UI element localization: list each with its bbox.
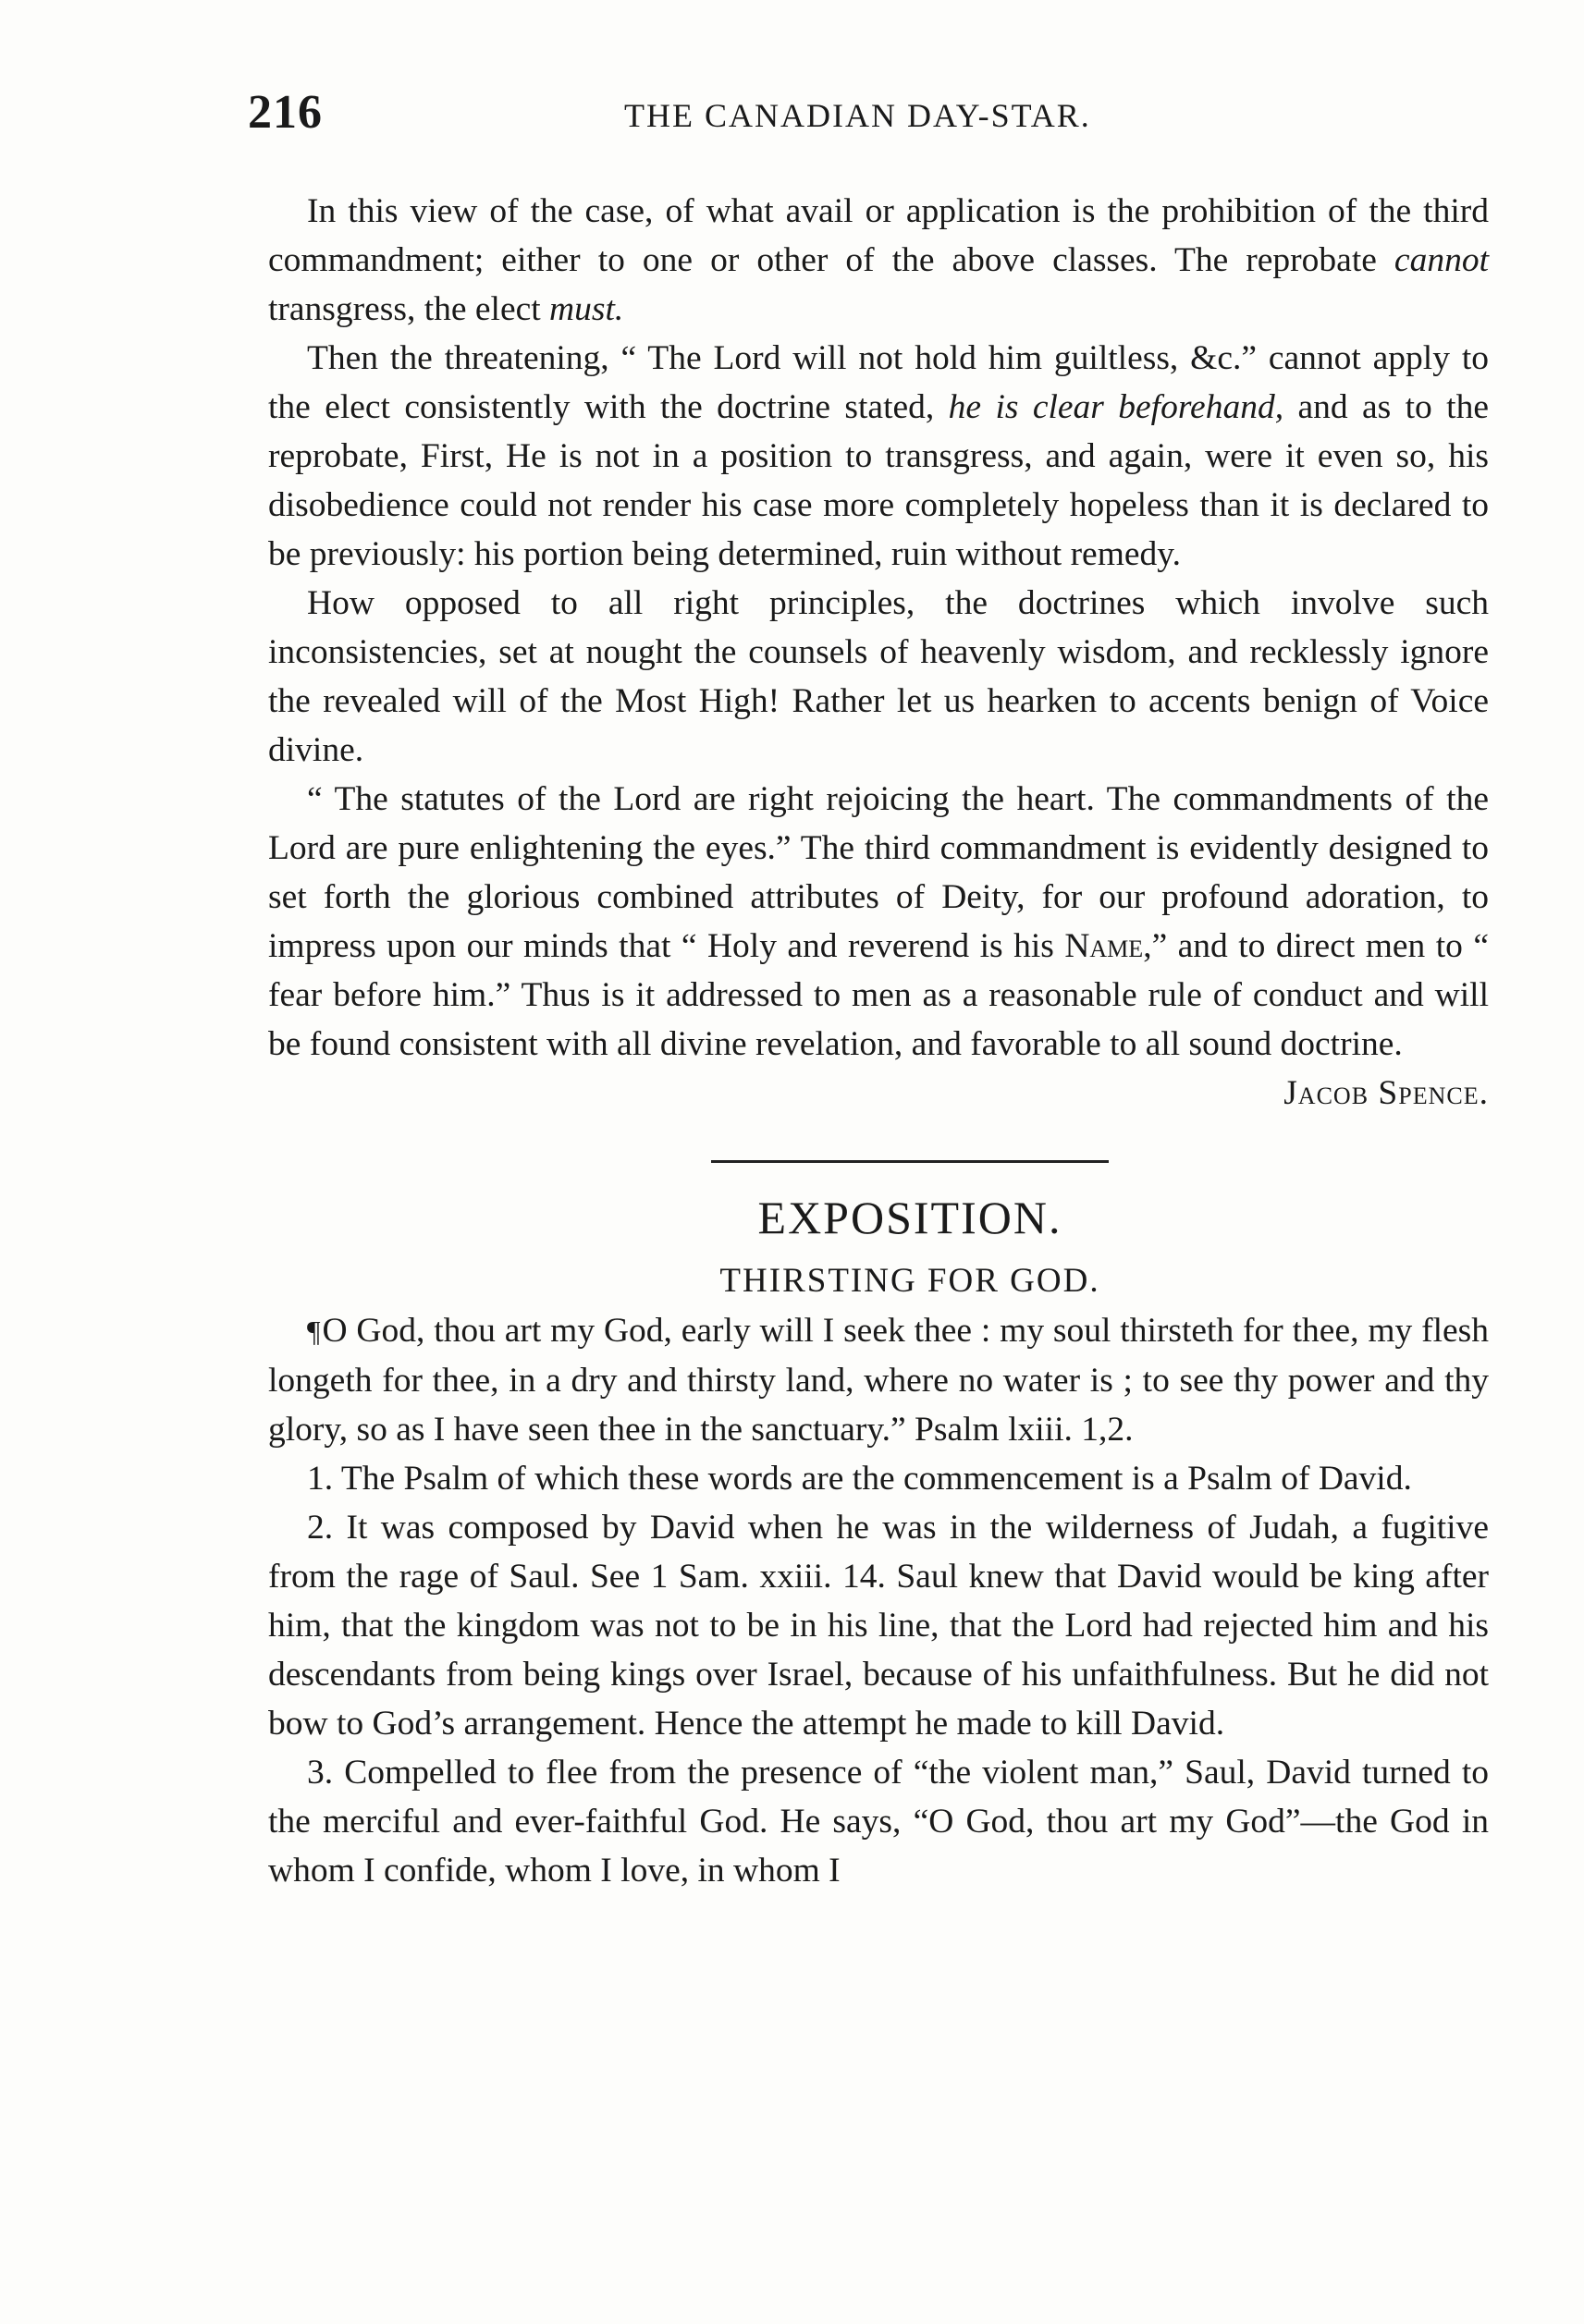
section-subheading: THIRSTING FOR GOD.	[719, 1262, 1100, 1300]
author-signature: Jacob Spence.	[1283, 1074, 1489, 1112]
epigraph	[268, 1306, 1489, 1454]
text-run: “ The statutes of the Lord are right rejoicing the heart. The commandments of the Lord are pure enlightening the eyes.” The third commandment is evidently designed to set forth the glorious combined attributes of Deity, for our profound adoration, to impress upon our minds that “ Holy and reverend is his	[268, 780, 1489, 965]
article-paragraph-2	[268, 334, 1489, 579]
article-paragraph-3: How opposed to all right principles, the doctrines which involve such inconsistencies, set at nought the counsels of heavenly wisdom, and recklessly ignore the revealed will of the Most High! Rather let us hearken to accents benign of Voice divine.	[268, 584, 1489, 769]
section-divider	[711, 1160, 1109, 1163]
page-number: 216	[248, 86, 323, 139]
printers-mark-icon: ¶	[307, 1315, 321, 1348]
page	[248, 85, 1490, 1895]
emphasis-clear-beforehand: he is clear beforehand,	[948, 388, 1284, 426]
emphasis-cannot: cannot	[1394, 241, 1489, 279]
text-run: ,” and to direct men to “ fear before him.” Thus is it addressed to men as a reasonable rule of conduct and will be found consistent with all divine revelation, and favorable to all sound doctrine.	[268, 927, 1490, 1063]
exposition-item-2: 2. It was composed by David when he was in the wilderness of Judah, a fugitive from the rage of Saul. See 1 Sam. xxiii. 14. Saul knew that David would be king after him, that the kingdom was not to be in his line, that the Lord had rejected him and his descendants from being kings over Israel, because of his unfaithfulness. But he did not bow to God’s arrangement. Hence the attempt he made to kill David.	[268, 1509, 1489, 1743]
emphasis-must: must.	[549, 290, 624, 328]
section-heading: EXPOSITION.	[757, 1192, 1062, 1243]
text-run: and as to the reprobate, First, He is not in a position to transgress, and again, were it even so, his disobedience could not render his case more completely hopeless than it is declared to be previously: his portion being determined, ruin without remedy.	[268, 388, 1489, 573]
epigraph-text: O God, thou art my God, early will I seek thee : my soul thirsteth for thee, my flesh longeth for thee, in a dry and thirsty land, where no water is ; to see thy power and thy glory, so as I have seen thee in the sanctuary.” Psalm lxiii. 1,2.	[268, 1312, 1489, 1449]
exposition-item-1: 1. The Psalm of which these words are the commencement is a Psalm of David.	[307, 1460, 1412, 1498]
running-title: THE CANADIAN DAY-STAR.	[624, 97, 1091, 134]
text-run: Then the threatening, “ The Lord will not hold him guiltless, &c.” cannot apply to the elect consistently with the doctrine stated,	[268, 339, 1489, 426]
article-paragraph-1	[268, 187, 1489, 334]
running-head	[248, 85, 1489, 150]
article-paragraph-4	[268, 775, 1489, 1118]
name-smallcaps: Name	[1064, 927, 1144, 965]
text-run: In this view of the case, of what avail or application is the prohibition of the third commandment; either to one or other of the above classes. The reprobate	[268, 192, 1489, 279]
text-run: transgress, the elect	[268, 290, 550, 328]
exposition-item-3: 3. Compelled to flee from the presence of “the violent man,” Saul, David turned to the merciful and ever-faithful God. He says, “O God, thou art my God”—the God in whom I confide, whom I love, in whom I	[268, 1754, 1489, 1890]
